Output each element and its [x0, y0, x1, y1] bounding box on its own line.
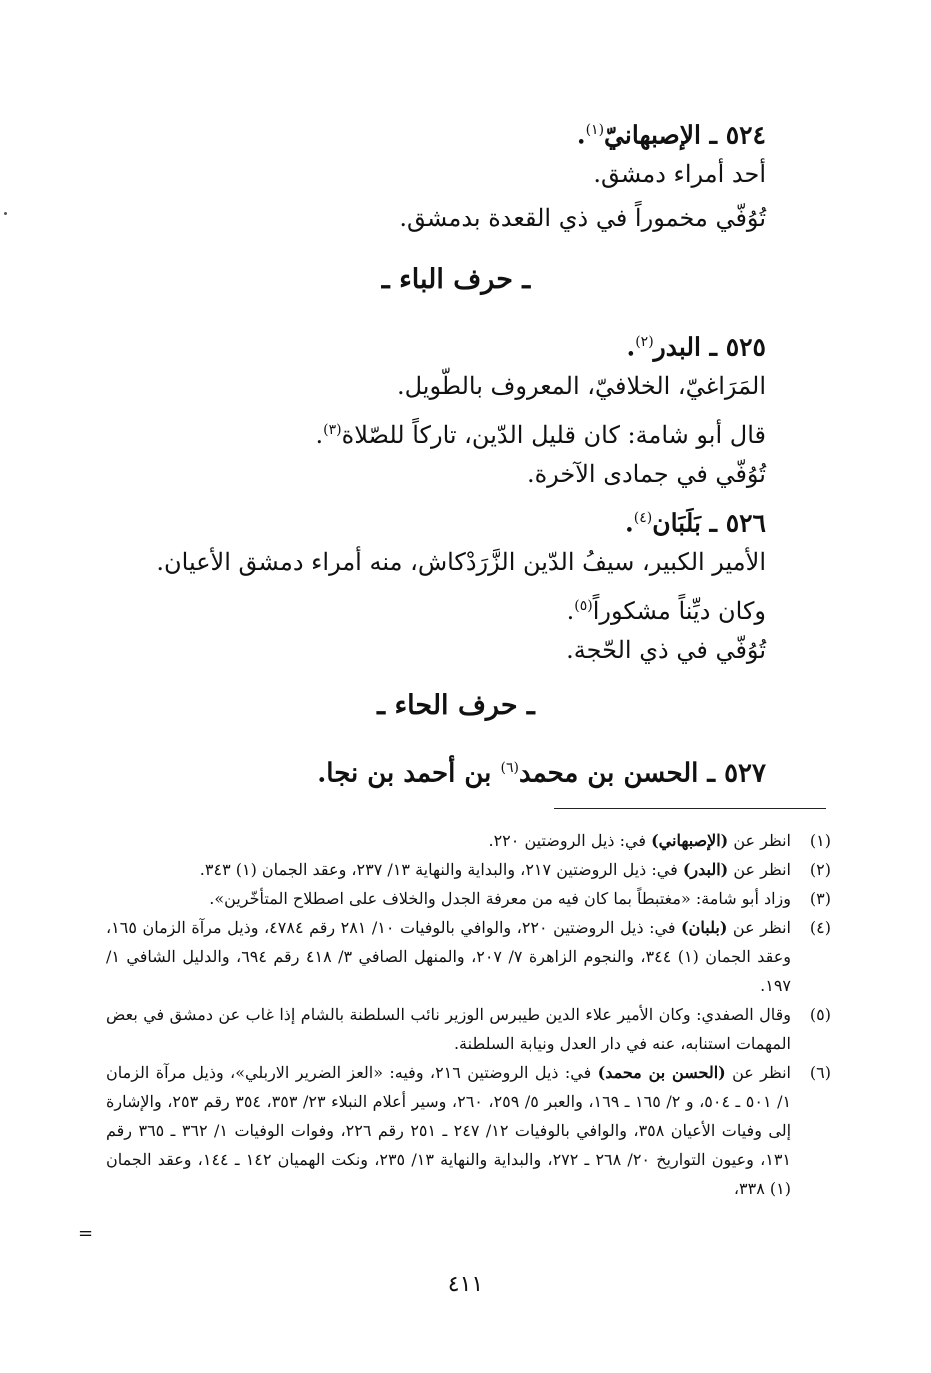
- footnote-text: وزاد أبو شامة: «مغتبطاً بما كان فيه من معرفة الجدل والخلاف على اصطلاح المتأخّرين».: [209, 889, 791, 908]
- footnote-number: (٥): [809, 1005, 831, 1024]
- entry-526-period: .: [625, 508, 634, 538]
- continuation-mark: =: [78, 1223, 94, 1244]
- footnote-number: (٤): [809, 918, 831, 937]
- footnote-text: في: ذيل الروضتين ٢١٦، وفيه: «العز الضرير الاربلي»، وذيل مرآة الزمان ١/ ٥٠١ ـ ٥٠٤، و ٢/ ١٦٥ ـ ١٦٩، والعبر ٥/ ٢٥٩، ٢٦٠، وسير أعلام النبلاء ٢٣/ ٣٥٣، ٣٥٤ رقم ٢٥٣، والإشارة إلى وفيات الأعيان ٣٥٨، والوافي بالوفيات ١٢/ ٢٤٧ ـ ٢٥١ رقم ٢٢٦، وفوات الوفيات ١/ ٣٦٢ ـ ٣٦٥ رقم ١٣١، وعيون التواريخ ٢٠/ ٢٦٨ ـ ٢٧٢، والبداية والنهاية ١٣/ ٢٣٥، ونكت الهميان ١٤٢ ـ ١٤٤، وعقد الجمان (١) ٣٣٨،: [106, 1063, 792, 1198]
- entry-525-quote: قال أبو شامة: كان قليل الدّين، تاركاً للصّلاة: [341, 421, 766, 449]
- footnote-body: [106, 913, 791, 1000]
- footnote-text: في: ذيل الروضتين ٢٢٠، والوافي بالوفيات ١٠/ ٢٨١ رقم ٤٧٨٤، وذيل مرآة الزمان ١٦٥، وعقد الجمان (١) ٣٤٤، والنجوم الزاهرة ٧/ ٢٠٧، والمنهل الصافي ٣/ ٤١٨ رقم ٦٩٤، والدليل الشافي ١/ ١٩٧.: [106, 918, 791, 995]
- entry-525-line-1: المَرَاغيّ، الخلافيّ، المعروف بالطّويل.: [397, 372, 766, 400]
- footnote-separator: [554, 808, 826, 809]
- entry-524-line-1: أحد أمراء دمشق.: [593, 160, 766, 188]
- footnote-number: (٢): [809, 860, 831, 879]
- footnote-subject: (الحسن بن محمد): [597, 1063, 726, 1082]
- footnotes: [106, 826, 831, 1203]
- footnote-subject: (البدر): [682, 860, 729, 879]
- entry-526-heading: [146, 496, 766, 540]
- footnote-text: في: ذيل الروضتين ٢١٧، والبداية والنهاية ١٣/ ٢٣٧، وعقد الجمان (١) ٣٤٣.: [199, 860, 683, 879]
- footnote-1: [106, 826, 831, 855]
- footnote-subject: (الإصبهاني): [651, 831, 729, 850]
- entry-525-line-2: [146, 408, 766, 452]
- footnote-ref-6[interactable]: (٦): [500, 760, 519, 776]
- footnote-prefix: انظر عن: [725, 1063, 791, 1082]
- entry-526-title: ٥٢٦ ـ بَلَبَان: [652, 508, 766, 538]
- page-number: ٤١١: [447, 1272, 484, 1297]
- entry-526-line-1: الأمير الكبير، سيفُ الدّين الزَّرَدْكاش، منه أمراء دمشق الأعيان.: [156, 548, 766, 576]
- footnote-body: [106, 1000, 791, 1058]
- footnote-ref-5[interactable]: (٥): [574, 598, 593, 614]
- entry-526-line-3: تُوُفّي في ذي الحّجة.: [566, 636, 766, 664]
- footnote-text: وقال الصفدي: وكان الأمير علاء الدين طيبرس الوزير نائب السلطنة بالشام إذا غاب عن دمشق في بعض المهمات استنابه، عنه في دار العدل ونيابة السلطنة.: [106, 1005, 791, 1053]
- entry-525-title: ٥٢٥ ـ البدر: [653, 332, 766, 362]
- footnote-text: في: ذيل الروضتين ٢٢٠.: [488, 831, 652, 850]
- entry-527-title: ٥٢٧ ـ الحسن بن محمد: [518, 758, 766, 789]
- footnote-3: [106, 884, 831, 913]
- entry-525-heading: [146, 320, 766, 364]
- footnote-2: [106, 855, 831, 884]
- footnote-number: (١): [809, 831, 831, 850]
- footnote-6: [106, 1058, 831, 1203]
- footnote-prefix: انظر عن: [728, 831, 791, 850]
- entry-527-heading: [146, 746, 766, 790]
- footnote-body: [106, 855, 791, 884]
- footnote-number: (٦): [809, 1063, 831, 1082]
- footnote-4: [106, 913, 831, 1000]
- entry-524-line-2: تُوُفّي مخموراً في ذي القعدة بدمشق.: [399, 204, 766, 232]
- section-heading-haa: ـ حرف الحاء ـ: [377, 690, 535, 721]
- main-text: [146, 108, 766, 790]
- footnote-ref-2[interactable]: (٢): [635, 334, 654, 350]
- footnote-body: [106, 884, 791, 913]
- entry-525-line-3: تُوُفّي في جمادى الآخرة.: [526, 460, 766, 488]
- footnote-ref-3[interactable]: (٣): [323, 422, 342, 438]
- entry-526-praise: وكان ديِّناً مشكوراً: [592, 597, 766, 625]
- entry-524-heading: [146, 108, 766, 152]
- entry-526-praise-period: .: [566, 597, 575, 625]
- scan-speck: [4, 212, 7, 215]
- footnote-body: [106, 1058, 791, 1203]
- footnote-ref-4[interactable]: (٤): [633, 510, 653, 526]
- section-heading-baa: ـ حرف الباء ـ: [381, 264, 531, 295]
- entry-524-title: ٥٢٤ ـ الإصبهانيّ: [604, 120, 766, 150]
- footnote-body: [106, 826, 791, 855]
- footnote-subject: (بلبان): [681, 918, 728, 937]
- entry-525-period: .: [626, 332, 636, 362]
- entry-526-line-2: [146, 584, 766, 628]
- entry-524-period: .: [576, 120, 586, 150]
- footnote-ref-1[interactable]: (١): [585, 122, 605, 138]
- entry-527-title-rest: بن أحمد بن نجا.: [317, 758, 492, 789]
- footnote-5: [106, 1000, 831, 1058]
- footnote-prefix: انظر عن: [727, 918, 791, 937]
- entry-525-quote-period: .: [315, 421, 324, 449]
- footnote-prefix: انظر عن: [728, 860, 791, 879]
- footnote-number: (٣): [809, 889, 831, 908]
